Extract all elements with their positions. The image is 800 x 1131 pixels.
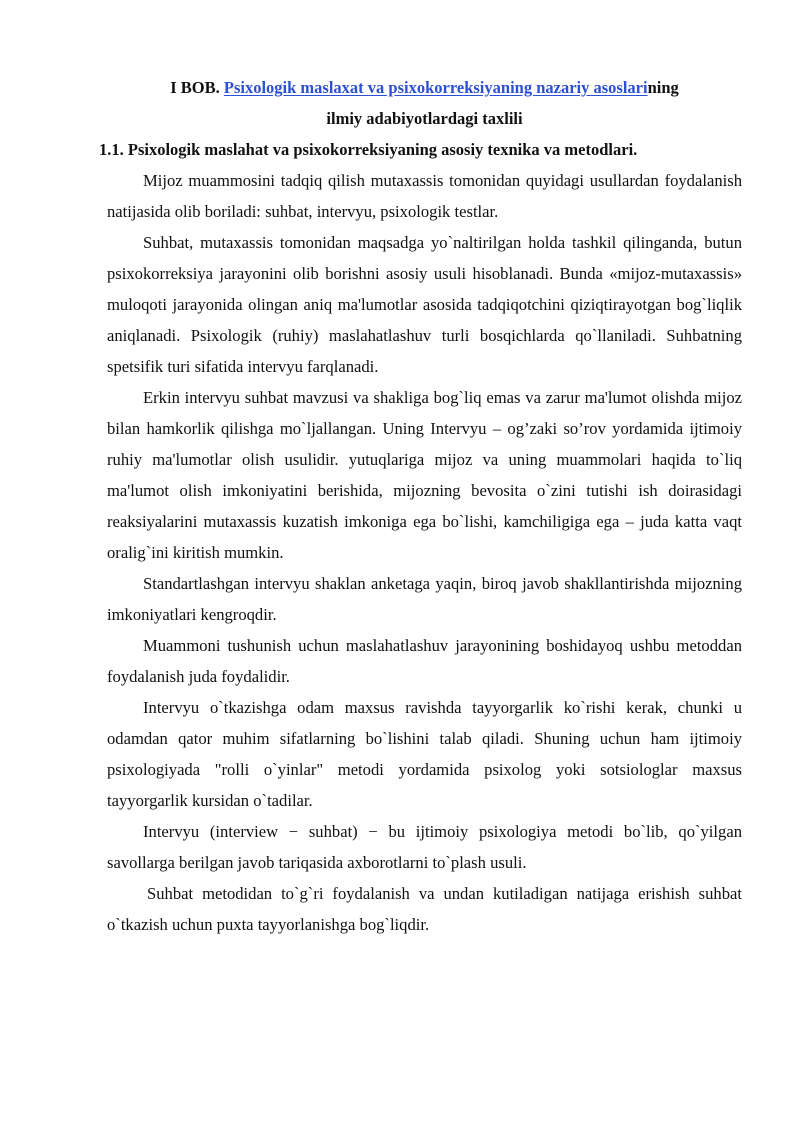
chapter-title-link[interactable]: Psixologik maslaxat va psixokorreksiyaning nazariy asoslari — [223, 78, 648, 97]
paragraph-7: Intervyu (interview − suhbat) − bu ijtimoiy psixologiya metodi bo`lib, qo`yilgan savollarga berilgan javob tariqasida axborotlarni to`plash usuli. — [107, 822, 742, 872]
chapter-prefix: I BOB. — [170, 78, 220, 97]
section-title: 1.1. Psixologik maslahat va psixokorreksiyaning asosiy texnika va metodlari. — [99, 140, 638, 159]
paragraph-3: Erkin intervyu suhbat mavzusi va shakliga bog`liq emas va zarur ma'lumot olishda mijoz bilan hamkorlik qilishga mo`ljallangan. Uning Intervyu – og’zaki so’rov yordamida ijtimoiy ruhiy ma'lumotlar olish usulidir. yutuqlariga mijoz va uning muammolari haqida to`liq ma'lumot olish imkoniyatini berishida, mijozning bevosita o`zini tutishi ish doirasidagi reaksiyalarini mutaxassis kuzatish imkoniga ega bo`lishi, kamchiligiga ega – juda katta vaqt oralig`ini kiritish mumkin. — [107, 388, 742, 562]
paragraph-2: Suhbat, mutaxassis tomonidan maqsadga yo`naltirilgan holda tashkil qilinganda, butun psixokorreksiya jarayonini olib borishni asosiy usuli hisoblanadi. Bunda «mijoz-mutaxassis» muloqoti jarayonida olingan aniq ma'lumotlar asosida tadqiqotchini qiziqtirayotgan bog`liqlik aniqlanadi. Psixologik (ruhiy) maslahatlashuv turli bosqichlarda qo`llaniladi. Suhbatning spetsifik turi sifatida intervyu farqlanadi. — [107, 233, 742, 376]
paragraph-4: Standartlashgan intervyu shaklan anketaga yaqin, biroq javob shakllantirishda mijozning imkoniyatlari kengroqdir. — [107, 574, 742, 624]
chapter-heading-line2: ilmiy adabiyotlardagi taxlili — [326, 109, 523, 128]
chapter-title-suffix: ning — [647, 78, 679, 97]
paragraph-8: Suhbat metodidan to`g`ri foydalanish va undan kutiladigan natijaga erishish suhbat o`tkazish uchun puxta tayyorlanishga bog`liqdir. — [107, 884, 742, 934]
document-body — [99, 72, 742, 940]
paragraph-1: Mijoz muammosini tadqiq qilish mutaxassis tomonidan quyidagi usullardan foydalanish natijasida olib boriladi: suhbat, intervyu, psixologik testlar. — [107, 171, 742, 221]
paragraph-5: Muammoni tushunish uchun maslahatlashuv jarayonining boshidayoq ushbu metoddan foydalanish juda foydalidir. — [107, 636, 742, 686]
chapter-heading — [107, 72, 742, 103]
paragraph-6: Intervyu o`tkazishga odam maxsus ravishda tayyorgarlik ko`rishi kerak, chunki u odamdan qator muhim sifatlarning bo`lishini talab qiladi. Shuning uchun ham ijtimoiy psixologiyada "rolli o`yinlar" metodi yordamida psixolog yoki sotsiologlar maxsus tayyorgarlik kursidan o`tadilar. — [107, 698, 742, 810]
